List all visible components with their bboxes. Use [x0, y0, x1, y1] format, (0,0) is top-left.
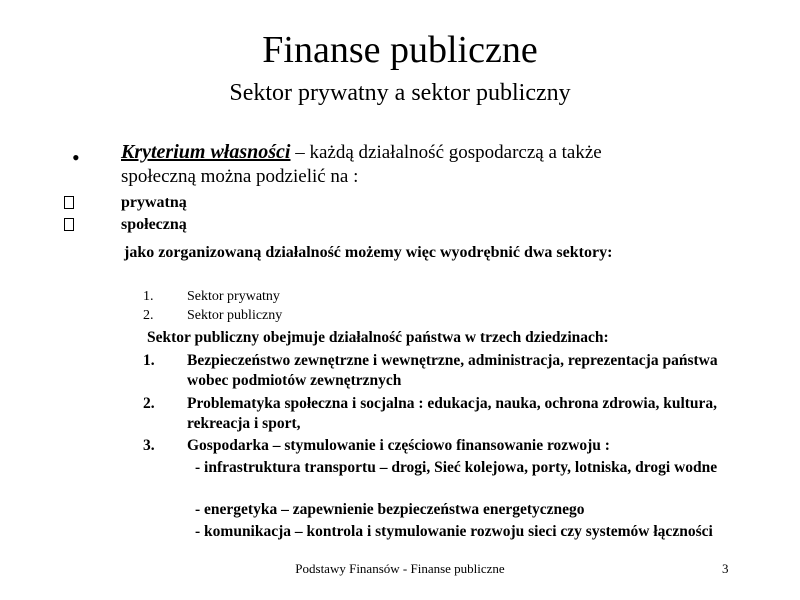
sector-public: Sektor publiczny: [187, 308, 283, 323]
criterion-paragraph: [121, 140, 741, 189]
bullet-dot-icon: •: [72, 145, 80, 170]
page-number: 3: [722, 561, 729, 576]
area-security: Bezpieczeństwo zewnętrzne i wewnętrzne, administracja, reprezentacja państwa wobec podmiotów zewnętrznych: [187, 352, 718, 389]
sector-number: 2.: [143, 308, 154, 323]
area-number: 1.: [143, 352, 155, 369]
sectors-intro: jako zorganizowaną działalność możemy więc wyodrębnić dwa sektory:: [124, 244, 613, 261]
slide-title: Finanse publiczne: [262, 29, 538, 71]
slide-subtitle: Sektor prywatny a sektor publiczny: [229, 80, 571, 106]
empty-box-icon: [64, 218, 74, 231]
criterion-dash: –: [290, 142, 310, 163]
criterion-text-line2: społeczną można podzielić na :: [121, 166, 359, 187]
checklist-item-spoleczna: społeczną: [121, 216, 187, 233]
area-economy: Gospodarka – stymulowanie i częściowo finansowanie rozwoju :: [187, 437, 610, 454]
sector-private: Sektor prywatny: [187, 289, 280, 304]
area-social: Problematyka społeczna i socjalna : edukacja, nauka, ochrona zdrowia, kultura, rekreacja i sport,: [187, 395, 718, 432]
public-sector-intro: Sektor publiczny obejmuje działalność państwa w trzech dziedzinach:: [147, 329, 609, 346]
economy-item-communication: - komunikacja – kontrola i stymulowanie rozwoju sieci czy systemów łączności: [195, 523, 713, 540]
economy-item-energy: - energetyka – zapewnienie bezpieczeństwa energetycznego: [195, 501, 585, 518]
economy-item-transport: - infrastruktura transportu – drogi, Sieć kolejowa, porty, lotniska, drogi wodne: [195, 459, 718, 476]
footer-text: Podstawy Finansów - Finanse publiczne: [295, 561, 505, 576]
criterion-heading: Kryterium własności: [121, 141, 291, 163]
criterion-text-line1: każdą działalność gospodarczą a także: [309, 142, 602, 163]
empty-box-icon: [64, 196, 74, 209]
checklist-item-prywatna: prywatną: [121, 194, 187, 211]
area-number: 3.: [143, 437, 155, 454]
sector-number: 1.: [143, 289, 154, 304]
area-number: 2.: [143, 395, 155, 412]
